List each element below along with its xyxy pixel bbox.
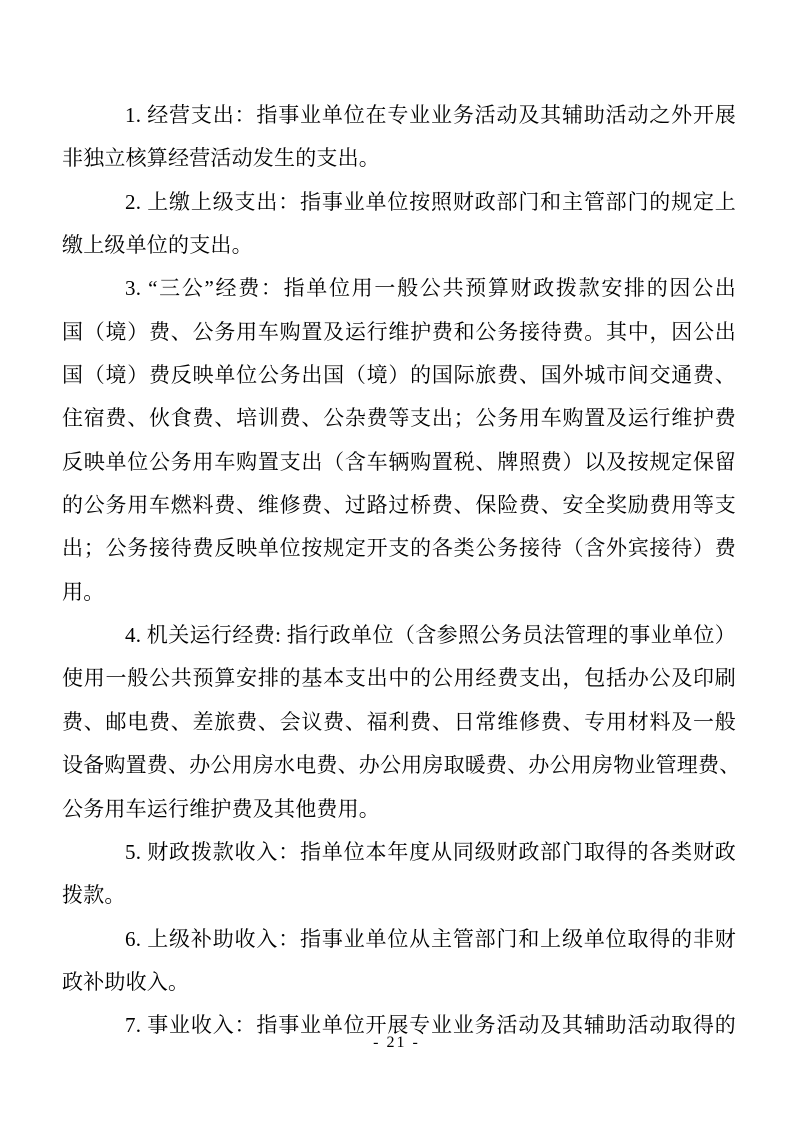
text-line: 国（境）费、公务用车购置及运行维护费和公务接待费。其中，因公出 [62,319,736,344]
text-line: 政补助收入。 [62,969,190,994]
page-footer [0,1034,793,1052]
text-line: 3. “三公”经费：指单位用一般公共预算财政拨款安排的因公出 [125,276,736,301]
text-line: 缴上级单位的支出。 [62,233,253,258]
text-line: 用。 [62,579,105,604]
text-line: 非独立核算经营活动发生的支出。 [62,146,380,171]
para-4-agency-operation-funds [62,614,741,831]
text-line: 4. 机关运行经费: 指行政单位（含参照公务员法管理的事业单位） [125,623,736,648]
text-line: 6. 上级补助收入：指事业单位从主管部门和上级单位取得的非财 [125,926,736,951]
page-number: - 21 - [373,1034,420,1051]
text-line: 住宿费、伙食费、培训费、公杂费等支出；公务用车购置及运行维护费 [62,406,736,431]
text-line: 2. 上缴上级支出：指事业单位按照财政部门和主管部门的规定上 [125,189,736,214]
para-2-payment-to-superior [62,181,736,268]
text-line: 反映单位公务用车购置支出（含车辆购置税、牌照费）以及按规定保留 [62,449,736,474]
text-line: 国（境）费反映单位公务出国（境）的国际旅费、国外城市间交通费、 [62,363,736,388]
text-line: 出；公务接待费反映单位按规定开支的各类公务接待（含外宾接待）费 [62,536,736,561]
text-line: 7. 事业收入：指事业单位开展专业业务活动及其辅助活动取得的 [125,1013,736,1038]
text-line: 设备购置费、办公用房水电费、办公用房取暖费、办公用房物业管理费、 [62,753,741,778]
text-line: 费、邮电费、差旅费、会议费、福利费、日常维修费、专用材料及一般 [62,709,736,734]
text-line: 1. 经营支出：指事业单位在专业业务活动及其辅助活动之外开展 [125,103,736,127]
para-1-operating-expense [62,94,736,181]
para-6-superior-subsidy-income [62,918,736,1005]
text-line: 拨款。 [62,883,126,908]
document-body [62,94,741,1048]
text-line: 的公务用车燃料费、维修费、过路过桥费、保险费、安全奖励费用等支 [62,493,736,518]
text-line: 公务用车运行维护费及其他费用。 [62,796,380,821]
text-line: 5. 财政拨款收入：指单位本年度从同级财政部门取得的各类财政 [125,839,736,864]
text-line: 使用一般公共预算安排的基本支出中的公用经费支出，包括办公及印刷 [62,666,736,691]
para-3-three-public-funds [62,267,736,614]
para-5-fiscal-appropriation-income [62,831,736,918]
